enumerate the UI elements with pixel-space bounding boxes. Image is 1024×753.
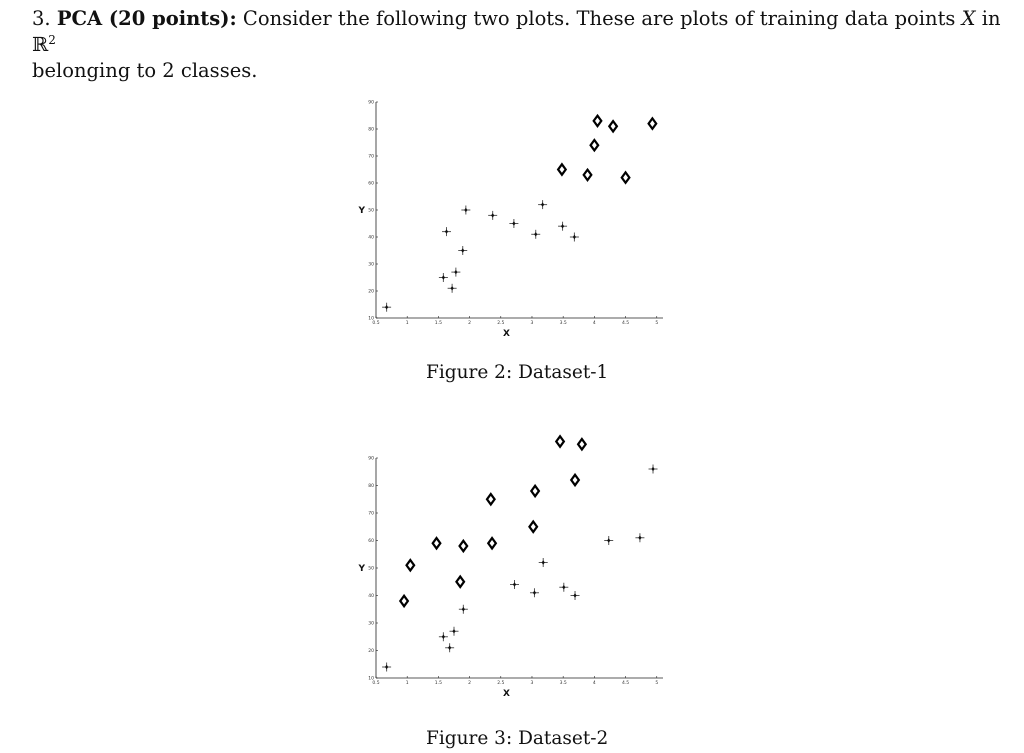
x-tick-label: 4 xyxy=(592,681,596,686)
y-tick-label: 20 xyxy=(368,289,374,295)
x-axis-label: X xyxy=(503,329,510,339)
plus-marker xyxy=(559,583,568,592)
plus-marker xyxy=(604,536,613,545)
plus-marker xyxy=(449,627,458,636)
y-tick-label: 40 xyxy=(368,235,374,241)
plus-marker xyxy=(635,533,644,542)
y-tick-label: 40 xyxy=(368,594,374,599)
plus-marker xyxy=(530,588,539,597)
diamond-marker xyxy=(456,577,464,587)
diamond-marker xyxy=(649,118,657,128)
problem-title: PCA (20 points): xyxy=(56,7,237,30)
y-tick-label: 50 xyxy=(368,566,374,572)
y-tick-label: 20 xyxy=(368,649,374,654)
x-tick-label: 4.5 xyxy=(621,321,630,326)
diamond-marker xyxy=(400,596,408,606)
y-tick-label: 60 xyxy=(368,539,374,544)
plus-marker xyxy=(458,246,467,255)
plus-marker xyxy=(531,230,540,239)
plus-marker xyxy=(439,273,448,282)
problem-text-line2: belonging to 2 classes. xyxy=(32,59,258,82)
x-tick-label: 4 xyxy=(592,321,596,326)
space-exponent: 2 xyxy=(48,33,56,47)
plus-marker xyxy=(570,233,579,242)
plus-marker xyxy=(510,580,519,589)
diamond-marker xyxy=(556,436,564,446)
plus-marker xyxy=(439,632,448,641)
x-tick-label: 4.5 xyxy=(621,681,630,686)
y-tick-label: 90 xyxy=(368,100,374,106)
x-tick-label: 1 xyxy=(405,321,409,326)
variable-x: X xyxy=(961,7,976,30)
x-tick-label: 3.5 xyxy=(559,321,567,326)
y-tick-label: 10 xyxy=(368,316,374,322)
x-tick-label: 2 xyxy=(468,321,472,326)
plus-marker xyxy=(558,222,567,231)
x-axis-label: X xyxy=(503,689,510,699)
figure-3-caption: Figure 3: Dataset-2 xyxy=(426,728,609,749)
y-tick-label: 70 xyxy=(368,511,374,517)
plus-marker xyxy=(382,663,391,672)
diamond-marker xyxy=(578,439,586,449)
x-tick-label: 1 xyxy=(405,681,409,686)
y-tick-label: 10 xyxy=(368,676,374,682)
diamond-marker xyxy=(558,164,566,174)
diamond-marker xyxy=(609,121,617,131)
x-tick-label: 2.5 xyxy=(497,681,505,686)
diamond-marker xyxy=(460,541,468,551)
plus-marker xyxy=(571,591,580,600)
figure-2-caption: Figure 2: Dataset-1 xyxy=(426,362,609,383)
diamond-marker xyxy=(407,560,415,570)
x-tick-label: 3 xyxy=(530,681,534,686)
x-tick-label: 3.5 xyxy=(559,681,567,686)
x-tick-label: 0.5 xyxy=(372,681,380,686)
diamond-marker xyxy=(487,494,495,504)
scatter-plot-dataset-2 xyxy=(340,430,680,705)
y-tick-label: 30 xyxy=(368,262,374,268)
x-tick-label: 1.5 xyxy=(434,681,442,686)
diamond-marker xyxy=(433,538,441,548)
y-axis-label: Y xyxy=(358,206,365,216)
in-word: in xyxy=(981,7,1001,30)
plus-marker xyxy=(538,200,547,209)
plus-marker xyxy=(451,268,460,277)
plus-marker xyxy=(649,465,658,474)
problem-statement xyxy=(32,6,1012,84)
plus-marker xyxy=(442,227,451,236)
diamond-marker xyxy=(571,475,579,485)
x-tick-label: 5 xyxy=(655,321,659,326)
x-tick-label: 2 xyxy=(468,681,472,686)
plus-marker xyxy=(459,605,468,614)
x-tick-label: 2.5 xyxy=(497,321,505,326)
x-tick-label: 3 xyxy=(530,321,534,326)
diamond-marker xyxy=(622,172,630,182)
y-tick-label: 60 xyxy=(368,181,374,187)
diamond-marker xyxy=(529,522,537,532)
real-space: ℝ xyxy=(32,33,49,56)
x-tick-label: 0.5 xyxy=(372,321,380,326)
plus-marker xyxy=(509,219,518,228)
plus-marker xyxy=(461,206,470,215)
diamond-marker xyxy=(488,538,496,548)
y-tick-label: 70 xyxy=(368,154,374,160)
problem-number: 3. xyxy=(32,7,51,30)
x-tick-label: 1.5 xyxy=(434,321,442,326)
x-tick-label: 5 xyxy=(655,681,659,686)
plus-marker xyxy=(445,643,454,652)
plus-marker xyxy=(382,303,391,312)
scatter-plot-dataset-1 xyxy=(340,90,680,360)
diamond-marker xyxy=(584,170,592,180)
y-tick-label: 50 xyxy=(368,208,374,214)
y-tick-label: 80 xyxy=(368,484,374,489)
problem-text: Consider the following two plots. These are plots of training data points xyxy=(242,7,956,30)
plus-marker xyxy=(488,211,497,220)
diamond-marker xyxy=(594,116,602,126)
y-axis-label: Y xyxy=(358,564,365,574)
plus-marker xyxy=(539,558,548,567)
diamond-marker xyxy=(591,140,599,150)
diamond-marker xyxy=(531,486,539,496)
plus-marker xyxy=(448,284,457,293)
y-tick-label: 80 xyxy=(368,127,374,133)
y-tick-label: 90 xyxy=(368,456,374,462)
y-tick-label: 30 xyxy=(368,621,374,627)
